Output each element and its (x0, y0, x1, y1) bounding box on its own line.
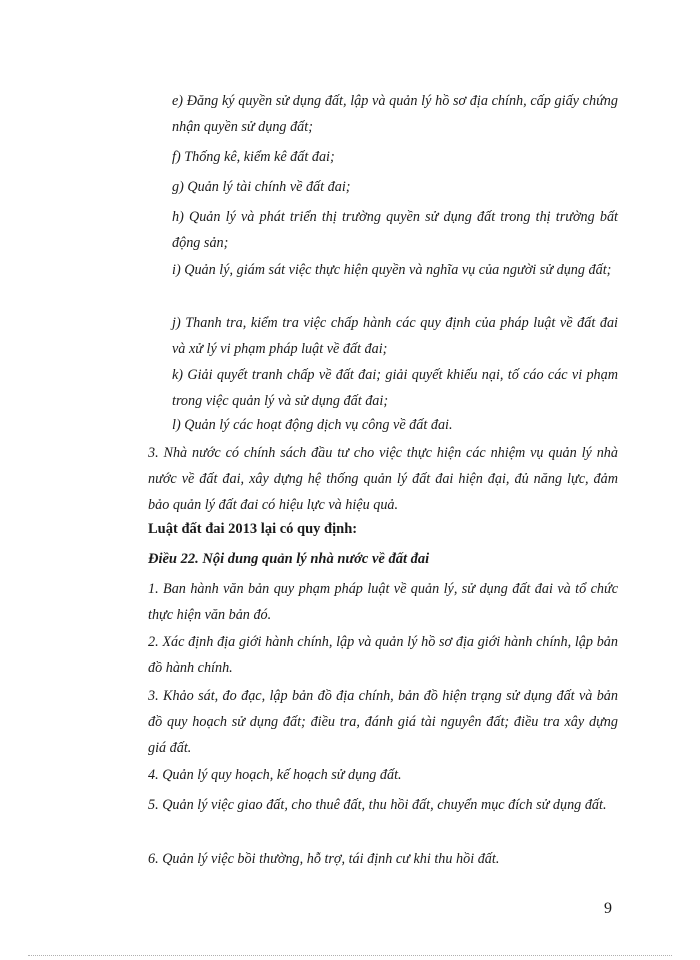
law-intro-heading: Luật đất đai 2013 lại có quy định: (148, 521, 358, 537)
list-item-g: g) Quản lý tài chính về đất đai; (172, 179, 351, 195)
article-item-2: 2. Xác định địa giới hành chính, lập và quản lý hồ sơ địa giới hành chính, lập bản đồ hành chính. (148, 634, 618, 676)
list-item-f: f) Thống kê, kiểm kê đất đai; (172, 149, 335, 165)
list-item-e: e) Đăng ký quyền sử dụng đất, lập và quản lý hồ sơ địa chính, cấp giấy chứng nhận quyền sử dụng đất; (172, 93, 618, 135)
page-number: 9 (604, 900, 612, 917)
page-bottom-divider (28, 955, 672, 956)
list-item-k: k) Giải quyết tranh chấp về đất đai; giải quyết khiếu nại, tố cáo các vi phạm trong việc quản lý và sử dụng đất đai; (172, 367, 618, 409)
list-item-i: i) Quản lý, giám sát việc thực hiện quyền và nghĩa vụ của người sử dụng đất; (172, 262, 612, 278)
article-item-3: 3. Khảo sát, đo đạc, lập bản đồ địa chính, bản đồ hiện trạng sử dụng đất và bản đồ quy hoạch sử dụng đất; điều tra, đánh giá tài nguyên đất; điều tra xây dựng giá đất. (148, 688, 618, 756)
list-item-j: j) Thanh tra, kiểm tra việc chấp hành các quy định của pháp luật về đất đai và xử lý vi phạm pháp luật về đất đai; (172, 315, 618, 357)
article-title: Điều 22. Nội dung quản lý nhà nước về đất đai (148, 551, 430, 567)
article-item-5: 5. Quản lý việc giao đất, cho thuê đất, thu hồi đất, chuyển mục đích sử dụng đất. (148, 797, 607, 813)
article-item-6: 6. Quản lý việc bồi thường, hỗ trợ, tái định cư khi thu hồi đất. (148, 851, 500, 867)
article-item-1: 1. Ban hành văn bản quy phạm pháp luật về quản lý, sử dụng đất đai và tổ chức thực hiện văn bản đó. (148, 581, 618, 623)
list-item-l: l) Quản lý các hoạt động dịch vụ công về đất đai. (172, 417, 453, 433)
list-item-h: h) Quản lý và phát triển thị trường quyền sử dụng đất trong thị trường bất động sản; (172, 209, 618, 251)
article-item-4: 4. Quản lý quy hoạch, kế hoạch sử dụng đất. (148, 767, 402, 783)
clause-3: 3. Nhà nước có chính sách đầu tư cho việc thực hiện các nhiệm vụ quản lý nhà nước về đất đai, xây dựng hệ thống quản lý đất đai hiện đại, đủ năng lực, đảm bảo quản lý đất đai có hiệu lực và hiệu quả. (148, 445, 618, 513)
